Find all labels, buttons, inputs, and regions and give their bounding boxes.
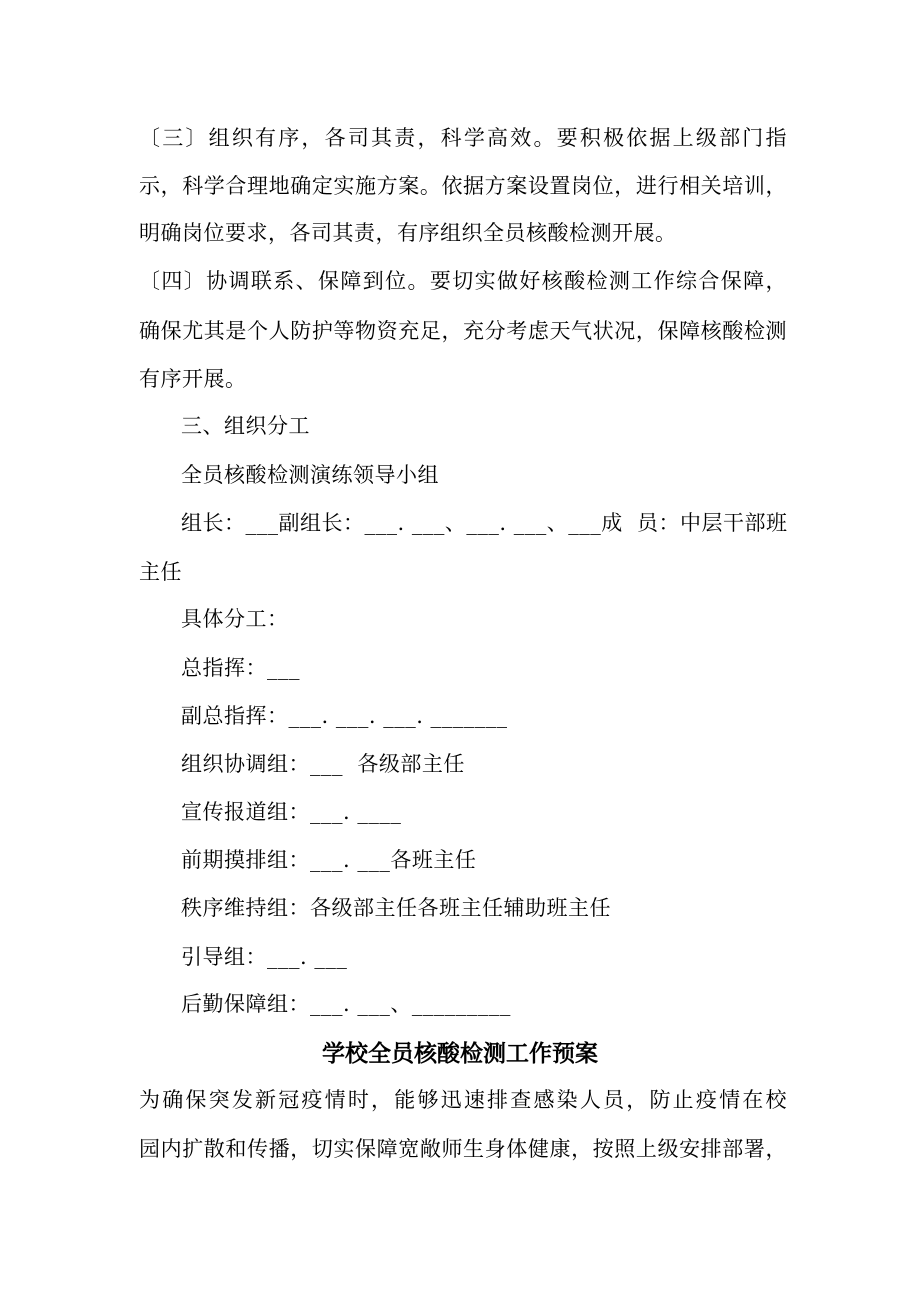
paragraph-line: 引导组：___. ___ bbox=[181, 945, 348, 969]
paragraph-line: 具体分工： bbox=[181, 607, 289, 631]
paragraph-line: 有序开展。 bbox=[139, 367, 247, 391]
paragraph-line: 宣传报道组：___. ____ bbox=[181, 800, 402, 824]
paragraph-line: 前期摸排组：___. ___各班主任 bbox=[181, 848, 477, 872]
paragraph-line: 组长：___副组长：___. ___、___. ___、___成 员：中层干部班 bbox=[181, 511, 788, 535]
paragraph-line: 组织协调组：___ 各级部主任 bbox=[181, 752, 465, 776]
section-heading: 三、组织分工 bbox=[181, 414, 310, 438]
paragraph-line: 副总指挥：___. ___. ___. _______ bbox=[181, 704, 508, 728]
paragraph-line: 主任 bbox=[139, 560, 182, 584]
paragraph-line: 〔三〕组织有序，各司其责，科学高效。要积极依据上级部门指 bbox=[139, 126, 787, 150]
paragraph-line: 为确保突发新冠疫情时，能够迅速排查感染人员，防止疫情在校 bbox=[139, 1088, 787, 1112]
paragraph-line: 后勤保障组：___. ___、_________ bbox=[181, 992, 511, 1016]
paragraph-line: 总指挥：___ bbox=[181, 656, 300, 680]
paragraph-line: 确保尤其是个人防护等物资充足，充分考虑天气状况，保障核酸检测 bbox=[139, 319, 787, 343]
paragraph-line: 秩序维持组：各级部主任各班主任辅助班主任 bbox=[181, 896, 611, 920]
paragraph-line: 园内扩散和传播，切实保障宽敞师生身体健康，按照上级安排部署， bbox=[139, 1137, 787, 1161]
paragraph-line: 示，科学合理地确定实施方案。依据方案设置岗位，进行相关培训， bbox=[139, 174, 787, 198]
paragraph-line: 〔四〕协调联系、保障到位。要切实做好核酸检测工作综合保障， bbox=[139, 269, 787, 293]
paragraph-line: 明确岗位要求，各司其责，有序组织全员核酸检测开展。 bbox=[139, 221, 677, 245]
document-title: 学校全员核酸检测工作预案 bbox=[322, 1041, 598, 1067]
paragraph-line: 全员核酸检测演练领导小组 bbox=[181, 463, 439, 487]
